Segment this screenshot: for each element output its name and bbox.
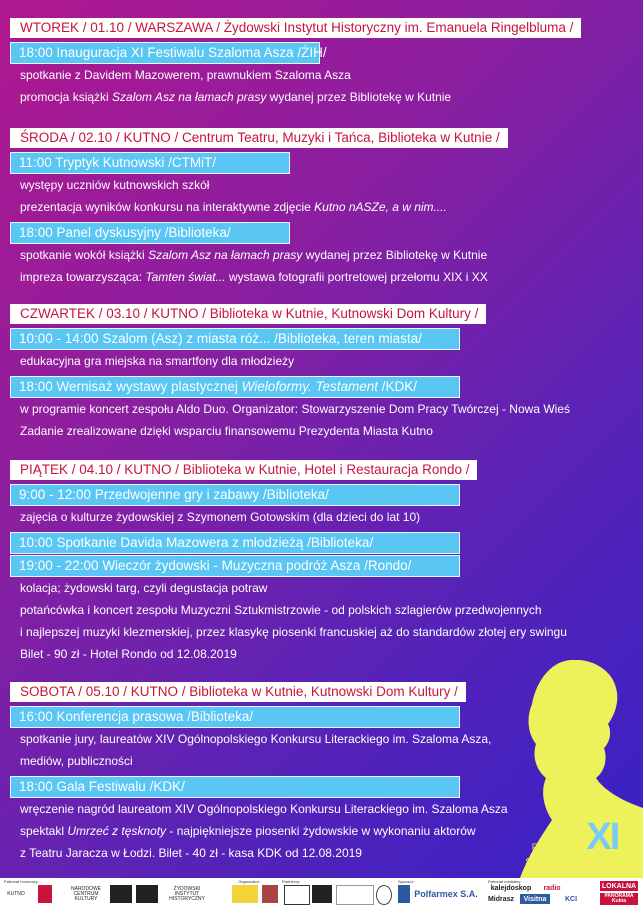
- desc-line: występy uczniów kutnowskich szkół: [20, 178, 210, 192]
- day-header: CZWARTEK / 03.10 / KUTNO / Biblioteka w Kutnie, Kutnowski Dom Kultury /: [10, 304, 486, 324]
- kalejdoskop-logo: kalejdoskop: [490, 884, 532, 892]
- lokalna-logo: LOKALNA: [601, 882, 637, 890]
- desc-line: mediów, publiczności: [20, 754, 133, 768]
- event-box: 18:00 Wernisaż wystawy plastycznej Wieloformy. Testament /KDK/: [10, 376, 460, 398]
- footer-label: Patronat honorowy:: [4, 879, 39, 884]
- partner-logo: [376, 885, 392, 905]
- day-section-wednesday: [10, 128, 630, 288]
- desc-line: potańcówka i koncert zespołu Muzyczni Sztukmistrzowie - od polskich szlagierów przedwojennych: [20, 603, 542, 617]
- partner-logo: [284, 885, 310, 905]
- day-header: SOBOTA / 05.10 / KUTNO / Biblioteka w Kutnie, Kutnowski Dom Kultury /: [10, 682, 466, 702]
- desc-line: promocja książki Szalom Asz na łamach prasy wydanej przez Bibliotekę w Kutnie: [20, 90, 452, 104]
- partner-logo: [136, 885, 158, 903]
- partner-logo: [312, 885, 332, 903]
- event-box: 18:00 Inauguracja XI Festiwalu Szaloma Asza /ŻIH/: [10, 42, 320, 64]
- zih-logo: ŻYDOWSKI INSTYTUT HISTORYCZNY: [169, 885, 205, 902]
- footer-label: Patronat medialny:: [488, 879, 522, 884]
- event-box: 11:00 Tryptyk Kutnowski /CTMiT/: [10, 152, 290, 174]
- partner-logo: [336, 885, 374, 905]
- event-box: 10:00 Spotkanie Davida Mazowera z młodzieżą /Biblioteka/: [10, 532, 460, 554]
- panorama-logo: PANORAMA Kutna: [600, 893, 638, 905]
- footer-label: Sponsor:: [398, 879, 415, 884]
- day-header: PIĄTEK / 04.10 / KUTNO / Biblioteka w Kutnie, Hotel i Restauracja Rondo /: [10, 460, 477, 480]
- sponsor-logo: [398, 885, 410, 903]
- midrasz-logo: Midrasz: [487, 895, 515, 903]
- desc-line: z Teatru Jaracza w Łodzi. Bilet - 40 zł - kasa KDK od 12.08.2019: [20, 846, 362, 860]
- desc-line: spotkanie jury, laureatów XIV Ogólnopolskiego Konkursu Literackiego im. Szaloma Asza,: [20, 732, 492, 746]
- event-box: 19:00 - 22:00 Wieczór żydowski - Muzyczna podróż Asza /Rondo/: [10, 555, 460, 577]
- desc-line: Bilet - 90 zł - Hotel Rondo od 12.08.2019: [20, 647, 237, 661]
- event-box: 9:00 - 12:00 Przedwojenne gry i zabawy /Biblioteka/: [10, 484, 460, 506]
- day-header: WTOREK / 01.10 / WARSZAWA / Żydowski Instytut Historyczny im. Emanuela Ringelbluma /: [10, 18, 581, 38]
- polfarmex-logo: Polfarmex S.A.: [414, 888, 478, 899]
- day-section-friday: [10, 460, 630, 665]
- desc-line: wręczenie nagród laureatom XIV Ogólnopolskiego Konkursu Literackiego im. Szaloma Asza: [20, 802, 508, 816]
- day-section-thursday: [10, 304, 630, 442]
- day-header: ŚRODA / 02.10 / KUTNO / Centrum Teatru, Muzyki i Tańca, Biblioteka w Kutnie /: [10, 128, 508, 148]
- festival-edition-number: XI: [586, 816, 619, 858]
- desc-line: spotkanie wokół książki Szalom Asz na łamach prasy wydanej przez Bibliotekę w Kutnie: [20, 248, 488, 262]
- kutno-logo: KUTNO: [7, 890, 25, 897]
- desc-line: spotkanie z Davidem Mazowerem, prawnukiem Szaloma Asza: [20, 68, 351, 82]
- desc-line: zajęcia o kulturze żydowskiej z Szymonem Gotowskim (dla dzieci do lat 10): [20, 510, 421, 524]
- festival-word: FESTIWAL: [531, 842, 585, 852]
- desc-line: edukacyjna gra miejska na smartfony dla młodzieży: [20, 354, 295, 368]
- sponsor-footer: [0, 878, 643, 907]
- partner-logo: [110, 885, 132, 903]
- footer-label: Organizator:: [238, 879, 261, 884]
- coat-of-arms-logo: [38, 885, 52, 903]
- event-box: 10:00 - 14:00 Szalom (Asz) z miasta róż... /Biblioteka, teren miasta/: [10, 328, 460, 350]
- kci-logo: KCI: [564, 895, 578, 903]
- event-box: 18:00 Panel dyskusyjny /Biblioteka/: [10, 222, 290, 244]
- desc-line: impreza towarzysząca: Tamten świat... wystawa fotografii portretowej przełomu XIX i XX: [20, 270, 488, 284]
- desc-line: w programie koncert zespołu Aldo Duo. Organizator: Stowarzyszenie Dom Pracy Twórczej - Nowa Wieś: [20, 402, 570, 416]
- desc-line: i najlepszej muzyki klezmerskiej, przez klasykę piosenki francuskiej aż do standardów złotej ery swingu: [20, 625, 567, 639]
- event-box: 18:00 Gala Festiwalu /KDK/: [10, 776, 460, 798]
- festival-badge: [510, 818, 640, 868]
- visitna-logo: Visitna: [520, 894, 550, 904]
- day-section-tuesday: [10, 18, 630, 108]
- partner-logo: [262, 885, 278, 903]
- organizer-logo: [232, 885, 258, 903]
- desc-line: spektakl Umrzeć z tęsknoty - najpiękniejsze piosenki żydowskie w wykonaniu aktorów: [20, 824, 476, 838]
- radio-logo: radio: [543, 884, 561, 892]
- desc-line: prezentacja wyników konkursu na interaktywne zdjęcie Kutno nASZe, a w nim....: [20, 200, 447, 214]
- festival-subtitle: SZALOMA ASZA: [525, 857, 625, 868]
- desc-line: kolacja; żydowski targ, czyli degustacja potraw: [20, 581, 268, 595]
- nck-logo: NARODOWE CENTRUM KULTURY: [71, 885, 101, 902]
- desc-line: Zadanie zrealizowane dzięki wsparciu finansowemu Prezydenta Miasta Kutno: [20, 424, 433, 438]
- event-box: 16:00 Konferencja prasowa /Biblioteka/: [10, 706, 460, 728]
- footer-label: Partnerzy:: [282, 879, 301, 884]
